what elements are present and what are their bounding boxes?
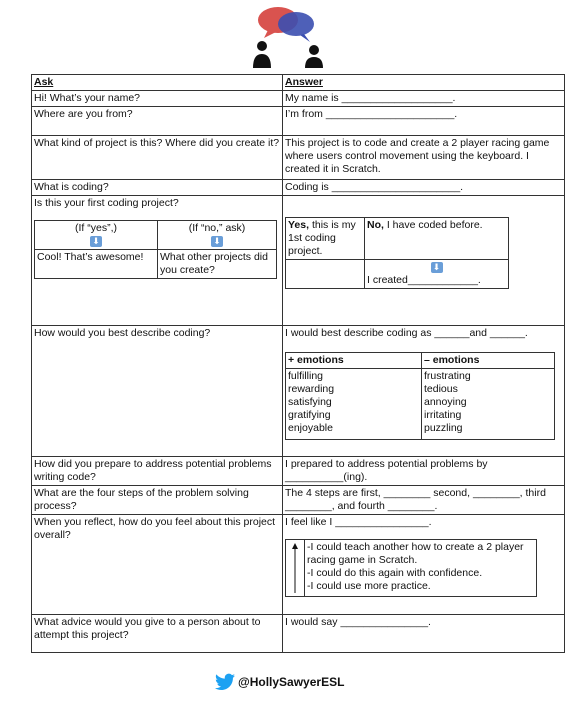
yes-reply: Cool! That’s awesome!	[35, 250, 158, 279]
conversation-logo-icon	[250, 4, 330, 68]
negative-emotion: frustrating	[424, 370, 471, 382]
ask-cell: Hi! What’s your name?	[32, 91, 283, 107]
negative-emotion: puzzling	[424, 422, 463, 434]
emotions-table	[285, 352, 555, 440]
negative-emotion: irritating	[424, 409, 462, 421]
reflection-table	[285, 539, 537, 597]
answer-cell: The 4 steps are first, ________ second, ________, third ________, and fourth ________.	[283, 486, 565, 515]
reflection-item: -I could use more practice.	[307, 580, 431, 592]
positive-emotions-header: + emotions	[286, 353, 422, 369]
ask-cell: How would you best describe coding?	[32, 326, 283, 457]
ask-cell: Where are you from?	[32, 107, 283, 136]
no-answer-text: I have coded before.	[383, 219, 483, 231]
table-row	[32, 136, 565, 180]
table-row-reflection	[32, 515, 565, 615]
answer-cell: Coding is ______________________.	[283, 180, 565, 196]
answer-cell: I’m from ______________________.	[283, 107, 565, 136]
yes-bold: Yes,	[288, 219, 310, 231]
if-yes-label: (If “yes”,)	[75, 222, 117, 234]
interview-table	[31, 74, 565, 653]
table-row	[32, 486, 565, 515]
ask-cell: What is coding?	[32, 180, 283, 196]
footer	[215, 673, 344, 691]
no-bold: No,	[367, 219, 384, 231]
answer-cell: I would best describe coding as ______and ______.	[285, 327, 528, 339]
table-row	[32, 91, 565, 107]
ask-header: Ask	[32, 75, 283, 91]
table-row	[32, 457, 565, 486]
twitter-handle[interactable]: @HollySawyerESL	[238, 675, 345, 689]
first-coding-answer-table	[285, 217, 509, 289]
positive-emotion: enjoyable	[288, 422, 333, 434]
ask-cell: What advice would you give to a person about to attempt this project?	[32, 615, 283, 653]
ask-cell: How did you prepare to address potential problems writing code?	[32, 457, 283, 486]
arrow-up-icon	[290, 543, 300, 593]
reflection-item: -I could do this again with confidence.	[307, 567, 483, 579]
follow-up-table	[34, 220, 277, 279]
positive-emotion: gratifying	[288, 409, 331, 421]
reflection-item: -I could teach another how to create a 2 player racing game in Scratch.	[307, 541, 524, 566]
no-reply: What other projects did you create?	[158, 250, 277, 279]
table-row	[32, 615, 565, 653]
arrow-down-icon: ⬇	[90, 236, 102, 247]
arrow-down-icon: ⬇	[211, 236, 223, 247]
answer-cell: My name is ___________________.	[283, 91, 565, 107]
table-header-row	[32, 75, 565, 91]
table-row	[32, 107, 565, 136]
ask-cell: What are the four steps of the problem solving process?	[32, 486, 283, 515]
answer-cell: I feel like I ________________.	[285, 516, 432, 528]
table-row	[32, 180, 565, 196]
ask-cell: When you reflect, how do you feel about this project overall?	[32, 515, 283, 615]
positive-emotion: fulfilling	[288, 370, 324, 382]
positive-emotion: satisfying	[288, 396, 332, 408]
arrow-down-icon: ⬇	[431, 262, 443, 273]
negative-emotion: annoying	[424, 396, 467, 408]
table-row-first-coding	[32, 196, 565, 326]
created-answer: I created____________.	[367, 274, 481, 286]
positive-emotion: rewarding	[288, 383, 335, 395]
twitter-bird-icon	[215, 673, 235, 691]
answer-cell: I prepared to address potential problems by __________(ing).	[283, 457, 565, 486]
answer-cell: This project is to code and create a 2 player racing game where users control movement using the keyboard. I created it in Scratch.	[283, 136, 565, 180]
yes-answer-text: this is my 1st coding project.	[288, 219, 356, 257]
answer-header: Answer	[283, 75, 565, 91]
negative-emotion: tedious	[424, 383, 458, 395]
negative-emotions-header: – emotions	[422, 353, 555, 369]
table-row-describe-coding	[32, 326, 565, 457]
ask-cell: What kind of project is this? Where did you create it?	[32, 136, 283, 180]
if-no-label: (If “no,” ask)	[188, 222, 246, 234]
first-coding-question: Is this your first coding project?	[34, 197, 179, 209]
answer-cell: I would say _______________.	[283, 615, 565, 653]
